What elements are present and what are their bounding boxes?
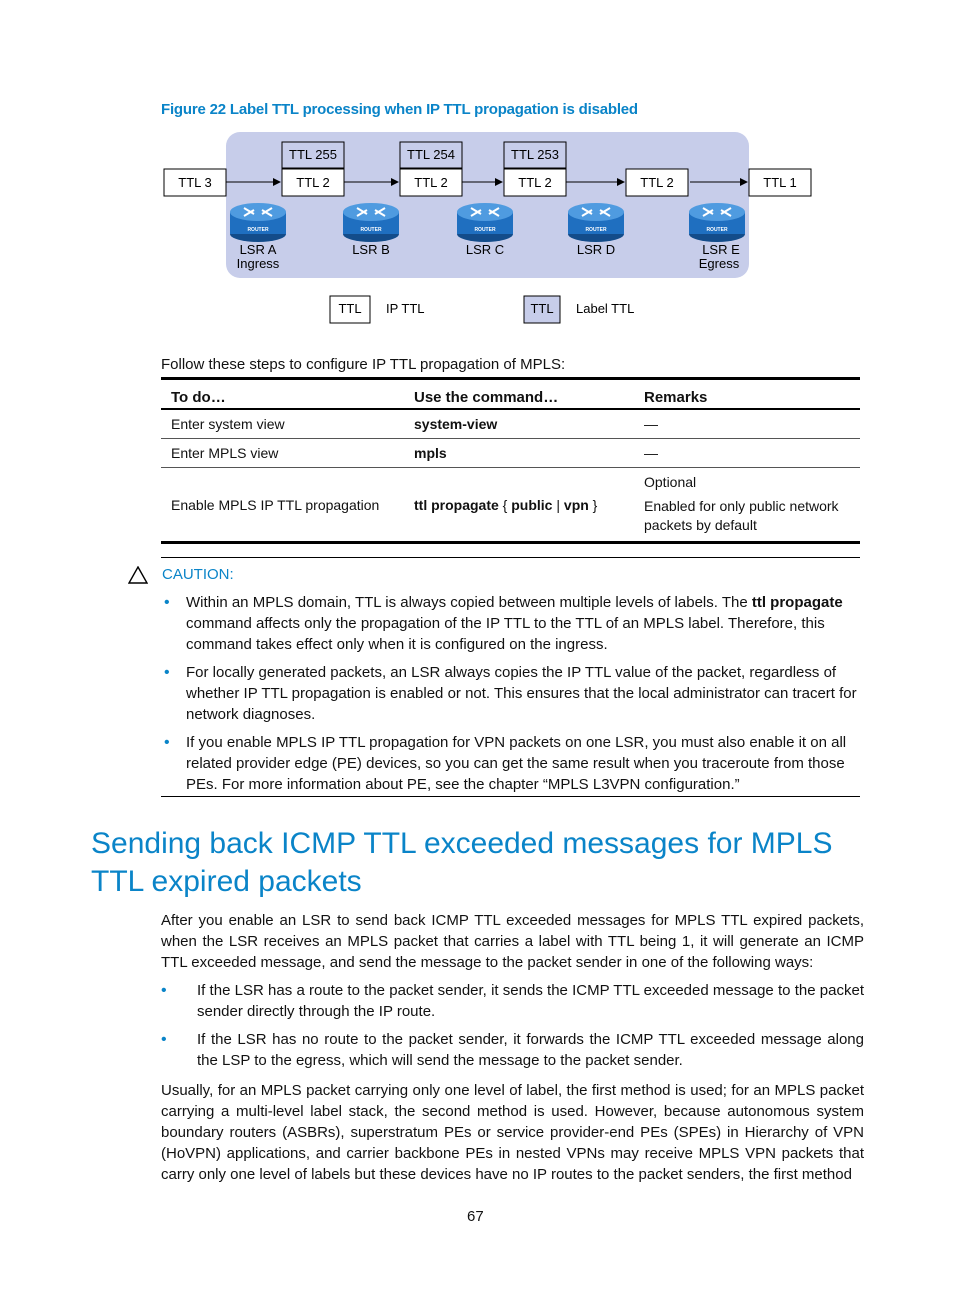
- cell-command: system-view: [404, 409, 634, 439]
- label-ttl-text: TTL 254: [407, 147, 455, 162]
- legend-label-box: TTL: [530, 301, 554, 316]
- list-item: • For locally generated packets, an LSR always copies the IP TTL value of the packet, regardless of whether IP TTL propagation is enabled or not. This ensures that the local administrator can tracert for network diagnoses.: [161, 662, 861, 725]
- svg-text:ROUTER: ROUTER: [247, 227, 269, 233]
- router-name: LSR B: [352, 242, 390, 257]
- legend-ip-label: IP TTL: [386, 301, 425, 316]
- cell-remark: Optional Enabled for only public network packets by default: [634, 468, 860, 543]
- list-item: • If the LSR has no route to the packet sender, it forwards the ICMP TTL exceeded message along the LSP to the egress, which will send the message to the packet sender.: [161, 1029, 864, 1071]
- svg-text:ROUTER: ROUTER: [360, 227, 382, 233]
- router-role: Ingress: [236, 256, 280, 271]
- command-table: [161, 377, 860, 544]
- section-bullets: [161, 980, 864, 1078]
- table-row: [161, 468, 860, 543]
- legend-ip-box: TTL: [338, 301, 362, 316]
- section-paragraph-2: Usually, for an MPLS packet carrying only one level of label, the first method is used; for an MPLS packet carrying a multi-level label stack, the second method is used. However, because autonomous system boundary routers (ASBRs), superstratum PEs or service provider-end PEs (SPEs) in Hierarchy of VPN (HoVPN) applications, and carrier backbone PEs in nested VPNs may receive MPLS VPN packets that carry only one level of labels but these devices have no IP routes to the packet senders, the first method: [161, 1082, 864, 1183]
- router-icon: [568, 203, 624, 242]
- router-name: LSR C: [465, 242, 505, 257]
- router-name: LSR A: [239, 242, 277, 257]
- svg-text:ROUTER: ROUTER: [585, 227, 607, 233]
- figure-caption: Figure 22 Label TTL processing when IP TTL propagation is disabled: [161, 101, 638, 118]
- router-name: LSR E: [702, 242, 740, 257]
- router-icon: [343, 203, 399, 242]
- table-row: [161, 439, 860, 468]
- cell-command: ttl propagate { public | vpn }: [404, 468, 634, 543]
- list-item: • Within an MPLS domain, TTL is always copied between multiple levels of labels. The ttl propagate command affects only the propagation of the IP TTL to the TTL of an MPLS label. Therefore, this command takes effect only when it is configured on the ingress.: [161, 592, 861, 655]
- header-command: Use the command…: [404, 379, 634, 410]
- ip-ttl-text: TTL 2: [518, 175, 552, 190]
- router-icon: [457, 203, 513, 242]
- header-remarks: Remarks: [634, 379, 860, 410]
- caution-list: [161, 592, 861, 802]
- svg-text:ROUTER: ROUTER: [706, 227, 728, 233]
- page-number: 67: [467, 1208, 484, 1225]
- label-ttl-text: TTL 255: [289, 147, 337, 162]
- router-icon: [230, 203, 286, 242]
- caution-icon: [128, 566, 148, 584]
- router-name: LSR D: [576, 242, 616, 257]
- legend-label-label: Label TTL: [576, 301, 635, 316]
- section-heading: Sending back ICMP TTL exceeded messages for MPLS TTL expired packets: [91, 827, 833, 898]
- router-icon: [689, 203, 745, 242]
- header-todo: To do…: [161, 379, 404, 410]
- ip-ttl-text: TTL 2: [414, 175, 448, 190]
- table-header-row: [161, 379, 860, 410]
- ip-ttl-text: TTL 2: [640, 175, 674, 190]
- svg-text:ROUTER: ROUTER: [474, 227, 496, 233]
- ttl-diagram: [160, 130, 820, 330]
- list-item: • If the LSR has a route to the packet sender, it sends the ICMP TTL exceeded message to the packet sender directly through the IP route.: [161, 980, 864, 1022]
- table-row: [161, 409, 860, 439]
- ip-ttl-text: TTL 2: [296, 175, 330, 190]
- caution-title: CAUTION:: [162, 566, 234, 583]
- ttl-right: TTL 1: [763, 175, 797, 190]
- router-role: Egress: [698, 256, 740, 271]
- label-ttl-text: TTL 253: [511, 147, 559, 162]
- cell-todo: Enter system view: [161, 409, 404, 439]
- intro-text: Follow these steps to configure IP TTL propagation of MPLS:: [161, 356, 566, 373]
- cell-todo: Enable MPLS IP TTL propagation: [161, 468, 404, 543]
- list-item: • If you enable MPLS IP TTL propagation for VPN packets on one LSR, you must also enable it on all related provider edge (PE) devices, so you can get the same result when you traceroute from those PEs. For more information about PE, see the chapter “MPLS L3VPN configuration.”: [161, 732, 861, 795]
- cell-command: mpls: [404, 439, 634, 468]
- cell-remark: —: [634, 409, 860, 439]
- section-paragraph-1: After you enable an LSR to send back ICMP TTL exceeded messages for MPLS TTL expired packets, when the LSR receives an MPLS packet that carries a label with TTL being 1, it will generate an ICMP TTL exceeded message, and send the message to the packet sender in one of the following ways:: [161, 912, 864, 971]
- ttl-left: TTL 3: [178, 175, 212, 190]
- cell-todo: Enter MPLS view: [161, 439, 404, 468]
- cell-remark: —: [634, 439, 860, 468]
